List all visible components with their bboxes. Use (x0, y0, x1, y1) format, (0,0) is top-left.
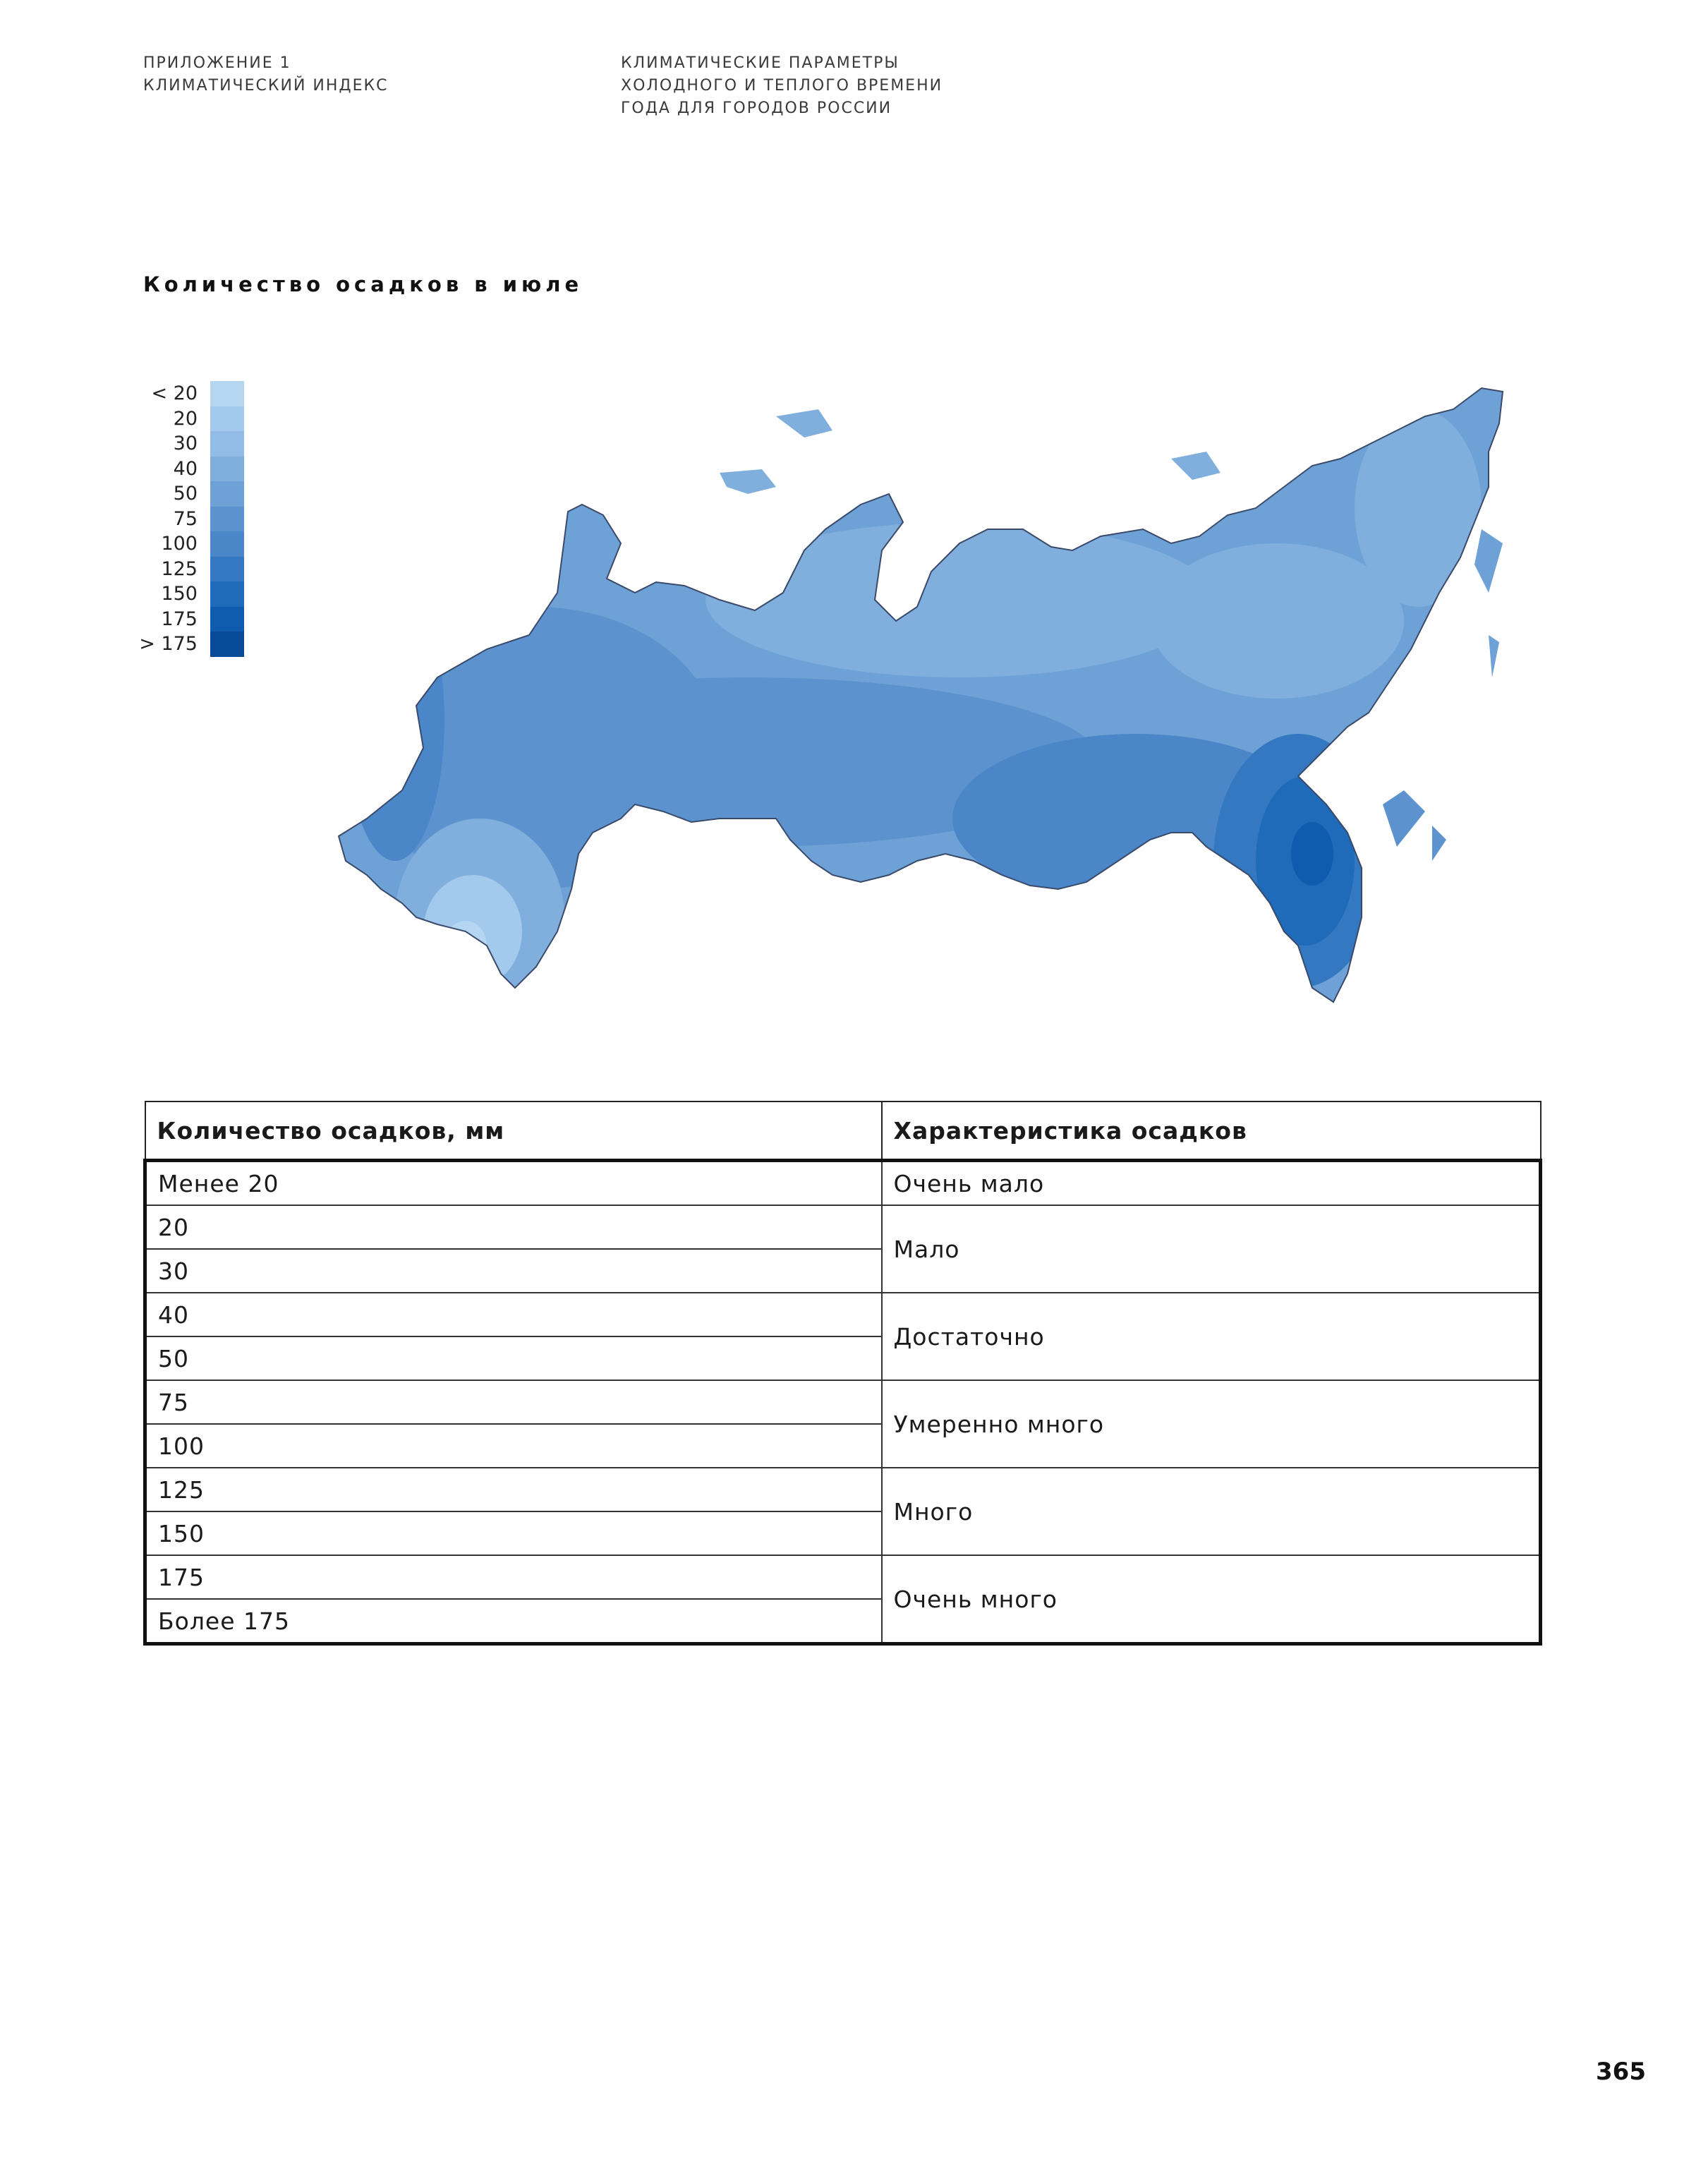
table-row (145, 1555, 1541, 1599)
legend-row (138, 431, 244, 457)
page-number: 365 (1596, 2058, 1646, 2086)
legend-row (138, 481, 244, 507)
precipitation-table (143, 1101, 1542, 1646)
legend-label: 30 (173, 433, 198, 454)
amount-cell: Более 175 (145, 1599, 882, 1644)
legend-label: > 175 (139, 633, 198, 655)
precipitation-legend (138, 381, 244, 657)
table-header-row (145, 1101, 1541, 1161)
legend-label: < 20 (151, 382, 198, 404)
legend-swatch (210, 507, 244, 532)
amount-cell: 125 (145, 1468, 882, 1511)
legend-label: 50 (173, 483, 198, 505)
header-right-line-3: ГОДА ДЛЯ ГОРОДОВ РОССИИ (621, 99, 892, 117)
legend-label: 75 (173, 507, 198, 530)
legend-swatch (210, 457, 244, 482)
characteristic-cell: Очень мало (882, 1161, 1541, 1206)
legend-row (138, 557, 244, 582)
running-header-right (621, 52, 943, 120)
legend-swatch (210, 481, 244, 507)
characteristic-cell: Очень много (882, 1555, 1541, 1644)
table-row (145, 1380, 1541, 1424)
russia-precipitation-map (325, 367, 1552, 1023)
amount-cell: 50 (145, 1336, 882, 1380)
table-row (145, 1293, 1541, 1336)
legend-row (138, 507, 244, 532)
header-left-line-2: КЛИМАТИЧЕСКИЙ ИНДЕКС (143, 77, 389, 95)
legend-label: 175 (161, 608, 198, 630)
legend-label: 125 (161, 557, 198, 580)
amount-cell: 40 (145, 1293, 882, 1336)
legend-label: 20 (173, 407, 198, 430)
legend-row (138, 406, 244, 432)
header-right-line-1: КЛИМАТИЧЕСКИЕ ПАРАМЕТРЫ (621, 54, 900, 72)
amount-cell: 175 (145, 1555, 882, 1599)
running-header-left (143, 52, 388, 97)
legend-swatch (210, 406, 244, 432)
legend-swatch (210, 581, 244, 607)
legend-swatch (210, 531, 244, 557)
legend-row (138, 581, 244, 607)
legend-swatch (210, 607, 244, 632)
amount-cell: Менее 20 (145, 1161, 882, 1206)
header-right-line-2: ХОЛОДНОГО И ТЕПЛОГО ВРЕМЕНИ (621, 77, 943, 95)
characteristic-cell: Достаточно (882, 1293, 1541, 1380)
legend-swatch (210, 431, 244, 457)
legend-row (138, 607, 244, 632)
table-row (145, 1205, 1541, 1249)
amount-cell: 30 (145, 1249, 882, 1293)
characteristic-cell: Много (882, 1468, 1541, 1555)
characteristic-cell: Умеренно много (882, 1380, 1541, 1468)
legend-swatch (210, 381, 244, 406)
table-row (145, 1468, 1541, 1511)
page-title: Количество осадков в июле (143, 272, 583, 296)
legend-row (138, 381, 244, 406)
characteristic-cell: Мало (882, 1205, 1541, 1293)
legend-row (138, 531, 244, 557)
amount-cell: 150 (145, 1511, 882, 1555)
column-header-characteristic: Характеристика осадков (882, 1101, 1541, 1161)
table-row (145, 1161, 1541, 1206)
legend-label: 100 (161, 533, 198, 555)
legend-row (138, 632, 244, 657)
legend-label: 150 (161, 583, 198, 605)
amount-cell: 100 (145, 1424, 882, 1468)
legend-row (138, 457, 244, 482)
amount-cell: 20 (145, 1205, 882, 1249)
legend-swatch (210, 557, 244, 582)
amount-cell: 75 (145, 1380, 882, 1424)
header-left-line-1: ПРИЛОЖЕНИЕ 1 (143, 54, 291, 72)
column-header-amount: Количество осадков, мм (145, 1101, 882, 1161)
legend-swatch (210, 632, 244, 657)
legend-label: 40 (173, 457, 198, 480)
